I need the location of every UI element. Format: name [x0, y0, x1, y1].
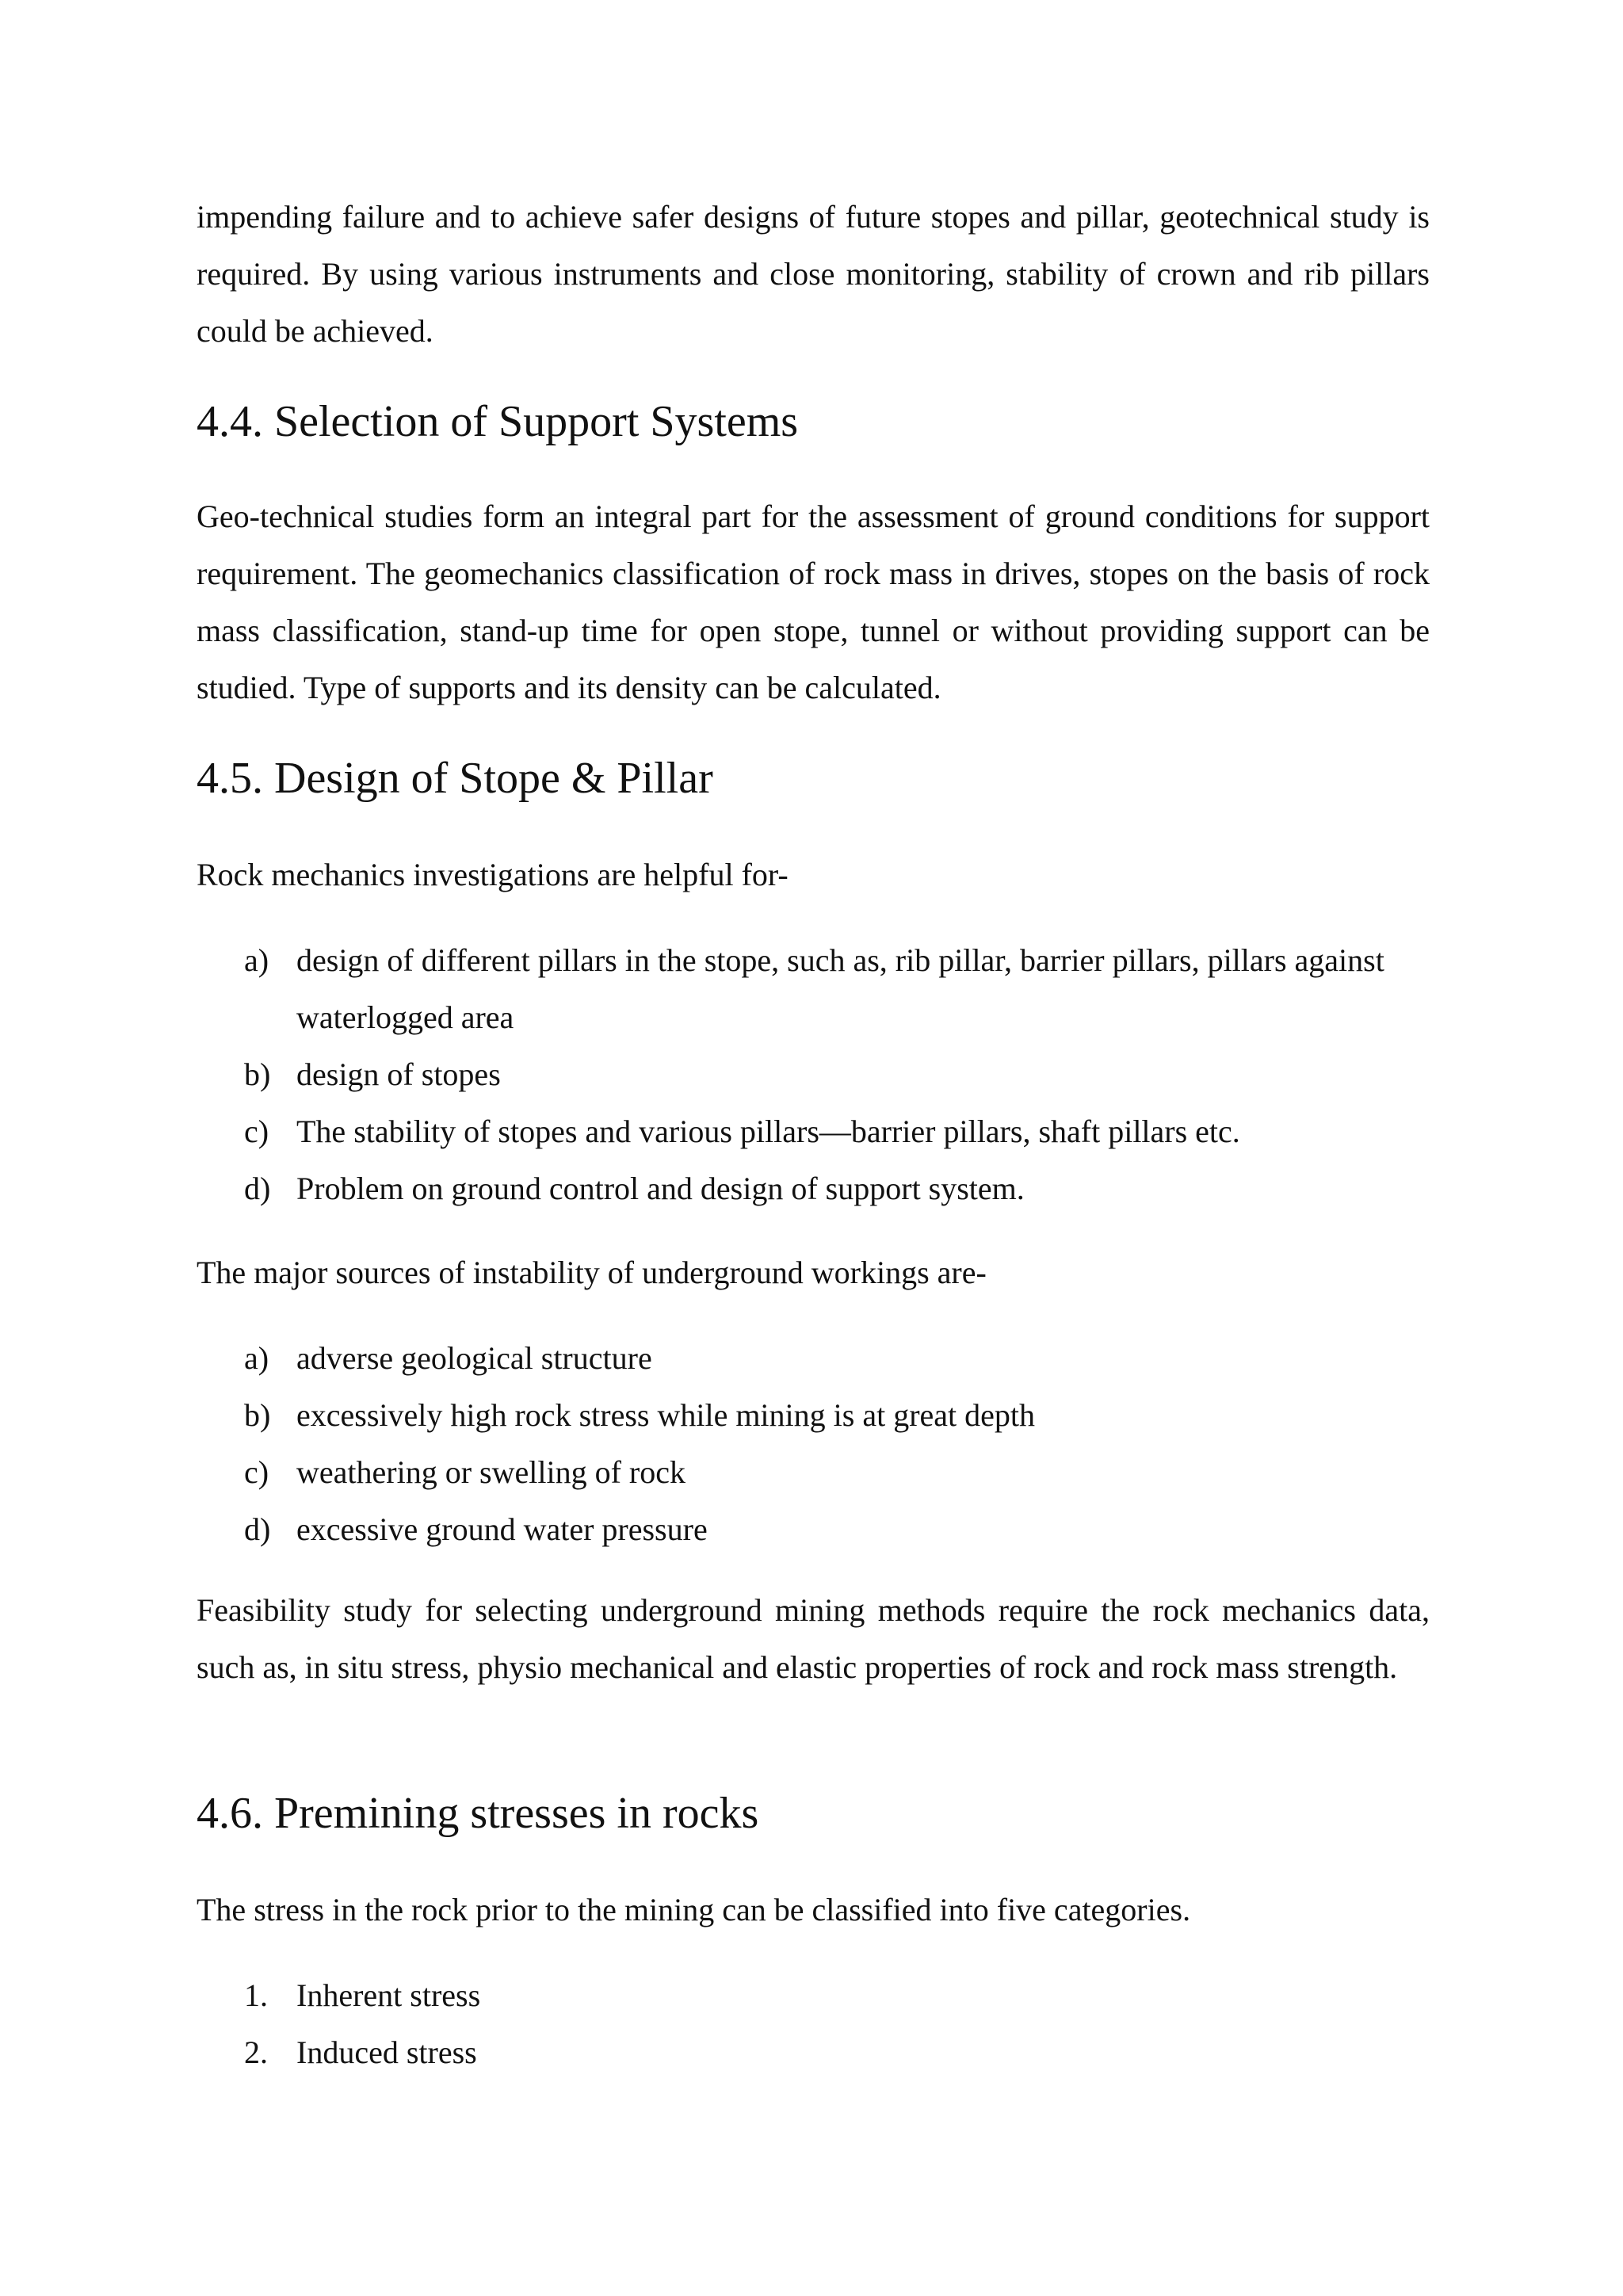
section-4-4-heading: 4.4. Selection of Support Systems [197, 397, 799, 446]
list-marker: c) [244, 1114, 269, 1149]
stope-pillar-uses-list [197, 932, 1430, 1217]
section-4-4-paragraph: Geo-technical studies form an integral part for the assessment of ground conditions for support requirement. The geomechanics classification of rock mass in drives, stopes on the basis of rock mass classification, stand-up time for open stope, tunnel or without providing support can be studied. Type of supports and its density can be calculated. [197, 499, 1430, 705]
list-item [197, 1444, 1430, 1501]
section-4-5-heading: 4.5. Design of Stope & Pillar [197, 754, 713, 803]
list-item [197, 932, 1430, 1046]
list-item [197, 2024, 1430, 2081]
list-item-text: excessively high rock stress while mining is at great depth [296, 1397, 1036, 1433]
intro-paragraph: impending failure and to achieve safer designs of future stopes and pillar, geotechnical study is required. By using various instruments and close monitoring, stability of crown and rib pillars could be achieved. [197, 199, 1430, 349]
list-item-text: Induced stress [296, 2034, 477, 2070]
list-marker: 1. [244, 1977, 268, 2013]
list-item [197, 1387, 1430, 1444]
instability-sources-list [197, 1330, 1430, 1558]
section-4-5-intro: Rock mechanics investigations are helpful for- [197, 857, 789, 892]
list-marker: b) [244, 1056, 271, 1092]
list-marker: b) [244, 1397, 271, 1433]
list-marker: d) [244, 1171, 271, 1206]
feasibility-paragraph: Feasibility study for selecting underground mining methods require the rock mechanics data, such as, in situ stress, physio mechanical and elastic properties of rock and rock mass strength. [197, 1592, 1430, 1685]
list-item-text: Problem on ground control and design of support system. [296, 1171, 1025, 1206]
list-marker: 2. [244, 2034, 268, 2070]
stress-categories-list [197, 1967, 1430, 2081]
list-item-text: design of different pillars in the stope, such as, rib pillar, barrier pillars, pillars against waterlogged area [296, 942, 1384, 1035]
list-item-text: adverse geological structure [296, 1340, 652, 1376]
list-item-text: design of stopes [296, 1056, 501, 1092]
list-item [197, 1501, 1430, 1558]
list-marker: c) [244, 1454, 269, 1490]
list-marker: a) [244, 942, 269, 978]
section-4-6-heading: 4.6. Premining stresses in rocks [197, 1789, 759, 1838]
list-marker: d) [244, 1511, 271, 1547]
list-item [197, 1046, 1430, 1103]
section-4-6-intro: The stress in the rock prior to the mining can be classified into five categories. [197, 1892, 1191, 1927]
list-item-text: Inherent stress [296, 1977, 481, 2013]
list-item [197, 1103, 1430, 1160]
list-item-text: The stability of stopes and various pillars—barrier pillars, shaft pillars etc. [296, 1114, 1240, 1149]
list-item-text: weathering or swelling of rock [296, 1454, 685, 1490]
list-item [197, 1160, 1430, 1217]
list-item-text: excessive ground water pressure [296, 1511, 708, 1547]
instability-sources-intro: The major sources of instability of underground workings are- [197, 1255, 987, 1290]
list-marker: a) [244, 1340, 269, 1376]
list-item [197, 1967, 1430, 2024]
list-item [197, 1330, 1430, 1387]
